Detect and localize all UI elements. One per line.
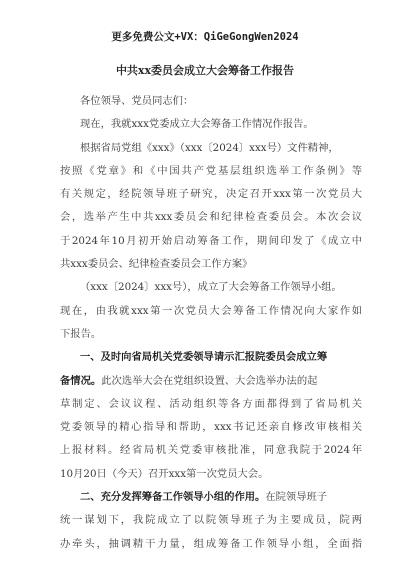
paragraph-line: 于2024年10月初开始启动筹备工作，期间印发了《成立中 [60, 234, 362, 247]
paragraph-line: 办牵头，抽调精干力量，组成筹备工作领导小组，全面指 [60, 537, 362, 550]
paragraph-line: 党委领导的精心指导和帮助，xxx书记还亲自修改审核相关 [60, 421, 362, 434]
paragraph-line [60, 370, 362, 393]
section-1-text: 此次选举大会在党组织设置、大会选举办法的起 [101, 374, 318, 387]
section-heading-2: 二、充分发挥筹备工作领导小组的作用。 [80, 491, 266, 504]
section-heading-1-end: 备情况。 [60, 374, 102, 387]
paragraph-line: 按照《党章》和《中国共产党基层组织选举工作条例》等 [60, 164, 362, 177]
paragraph-line: 现在，由我就xxx第一次党员大会筹备工作情况向大家作如 [60, 304, 362, 317]
paragraph-line [60, 486, 362, 509]
document-body [60, 90, 362, 556]
paragraph-line: 根据省局党组《xxx》（xxx〔2024〕xxx号）文件精神， [80, 141, 339, 154]
paragraph-line: 统一谋划下，我院成立了以院领导班子为主要成员，院两 [60, 514, 362, 527]
paragraph-line: 上报材料。经省局机关党委审核批准，同意我院于2024年 [60, 444, 362, 457]
paragraph-line: 草制定、会议议程、活动组织等各方面都得到了省局机关 [60, 397, 362, 410]
paragraph-line: 10月20日（今天）召开xxx第一次党员大会。 [60, 467, 269, 480]
intro-line: 现在，我就xxx党委成立大会筹备工作情况作报告。 [80, 118, 314, 131]
document-title: 中共xx委员会成立大会筹备工作报告 [115, 64, 295, 77]
paragraph-line: 会，选举产生中共xxx委员会和纪律检查委员会。本次会议 [60, 211, 362, 224]
section-heading-1: 一、及时向省局机关党委领导请示汇报院委员会成立筹 [80, 351, 328, 364]
paragraph-line: （xxx〔2024〕xxx号），成立了大会筹备工作领导小组。 [80, 281, 342, 294]
paragraph-line: 有关规定，经院领导班子研究，决定召开xxx第一次党员大 [60, 188, 362, 201]
paragraph-line: 共xxx委员会、纪律检查委员会工作方案》 [60, 258, 253, 271]
salutation-line: 各位领导、党员同志们： [80, 95, 194, 107]
watermark-text: 更多免费公文+VX：QiGeGongWen2024 [111, 31, 299, 43]
paragraph-line: 下报告。 [60, 327, 102, 340]
section-2-text: 在院领导班子 [265, 491, 328, 504]
